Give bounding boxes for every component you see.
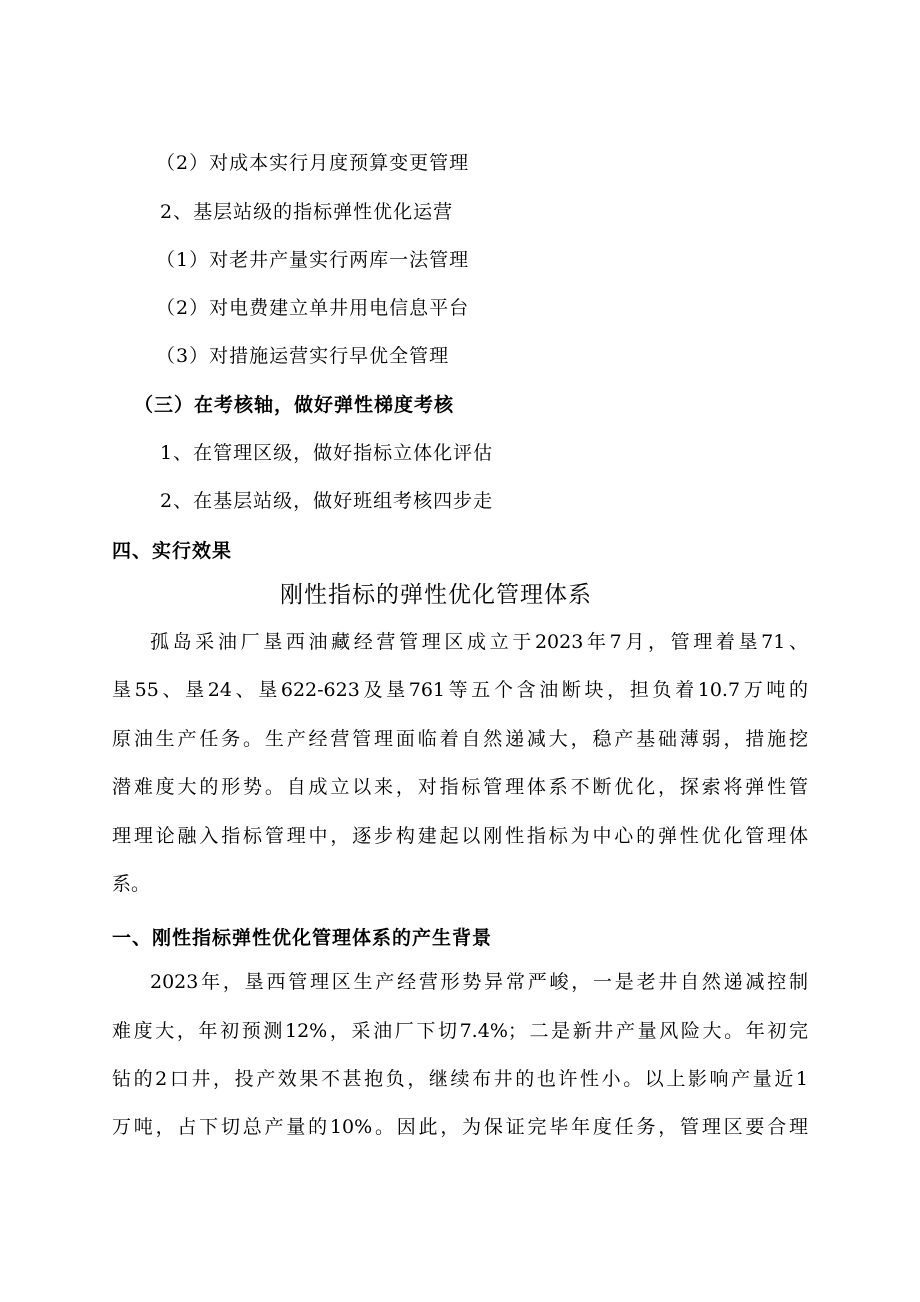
- outline-item-measures: （3）对措施运营实行早优全管理: [156, 345, 450, 367]
- paragraph-line: 垦55、垦24、垦622-623及垦761等五个含油断块，担负着10.7万吨的: [112, 679, 808, 701]
- heading-assessment: （三）在考核轴，做好弹性梯度考核: [134, 394, 455, 416]
- paragraph-line: 孤岛采油厂垦西油藏经营管理区成立于2023年7月，管理着垦71、: [150, 631, 808, 653]
- section1-heading: 一、刚性指标弹性优化管理体系的产生背景: [112, 927, 493, 949]
- paragraph-line: 难度大，年初预测12%，采油厂下切7.4%；二是新井产量风险大。年初完: [112, 1020, 808, 1042]
- outline-item-old-wells: （1）对老井产量实行两库一法管理: [156, 249, 470, 271]
- paragraph-line: 钻的2口井，投产效果不甚抱负，继续布井的也许性小。以上影响产量近1: [112, 1068, 808, 1090]
- paragraph-line: 2023年，垦西管理区生产经营形势异常严峻，一是老井自然递减控制: [150, 971, 808, 993]
- paragraph-line: 潜难度大的形势。自成立以来，对指标管理体系不断优化，探索将弹性管: [112, 776, 808, 798]
- paragraph-line: 系。: [112, 873, 151, 895]
- paragraph-line: 理理论融入指标管理中，逐步构建起以刚性指标为中心的弹性优化管理体: [112, 825, 808, 847]
- outline-item-cost: （2）对成本实行月度预算变更管理: [156, 152, 470, 174]
- paragraph-line: 原油生产任务。生产经营管理面临着自然递减大，稳产基础薄弱，措施挖: [112, 728, 808, 750]
- outline-item-power: （2）对电费建立单井用电信息平台: [156, 297, 470, 319]
- outline-item-station-ops: 2、基层站级的指标弹性优化运营: [160, 201, 454, 223]
- heading-results: 四、实行效果: [112, 540, 233, 562]
- outline-item-team-eval: 2、在基层站级，做好班组考核四步走: [160, 490, 494, 512]
- paragraph-line: 万吨，占下切总产量的10%。因此，为保证完毕年度任务，管理区要合理: [112, 1116, 808, 1138]
- outline-item-district-eval: 1、在管理区级，做好指标立体化评估: [160, 442, 494, 464]
- article-title: 刚性指标的弹性优化管理体系: [280, 582, 592, 608]
